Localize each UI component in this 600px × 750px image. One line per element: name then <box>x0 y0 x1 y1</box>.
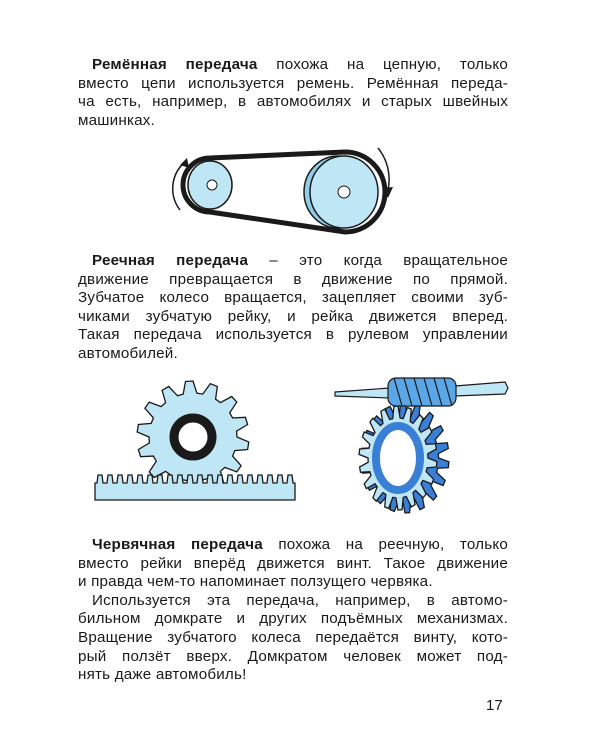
axle-hole <box>338 186 350 198</box>
axle-hole <box>207 180 217 190</box>
text-line: Зубчатое колесо вращается, зацепляет своими зуб- <box>78 289 508 307</box>
term-belt-drive: Ремённая передача <box>92 56 258 73</box>
text-line: автомобилей. <box>78 344 178 362</box>
text-line <box>78 252 508 271</box>
rack-and-pinion-illustration <box>90 375 305 505</box>
text-line: вместо рейки вперёд движется винт. Такое движение <box>78 554 508 572</box>
paragraph-worm-drive <box>78 536 508 685</box>
axle-hole <box>376 426 420 490</box>
text-span: похожа на реечную, только <box>262 536 509 553</box>
text-line: рый ползёт вверх. Домкратом человек может под- <box>78 647 508 665</box>
page-number: 17 <box>486 697 503 714</box>
text-line: Такая передача используется в рулевом управлении <box>78 326 508 344</box>
worm-screw <box>335 378 508 406</box>
text-line: ча есть, например, в автомобилях и старых швейных <box>78 93 508 111</box>
term-worm-drive: Червячная передача <box>92 536 263 553</box>
text-line <box>78 536 508 555</box>
paragraph-belt-drive <box>78 56 508 130</box>
text-line: и правда чем-то напоминает ползущего червяка. <box>78 573 433 591</box>
text-line: Используется эта передача, например, в автомо- <box>92 591 508 609</box>
paragraph-rack-and-pinion <box>78 252 508 364</box>
term-rack-and-pinion: Реечная передача <box>92 252 249 269</box>
worm-wheel <box>359 403 449 513</box>
text-line: Вращение зубчатого колеса передаётся винту, кото- <box>78 628 508 646</box>
text-span: похожа на цепную, только <box>257 56 508 73</box>
text-line: нять даже автомобиль! <box>78 666 247 684</box>
text-line: машинках. <box>78 111 155 129</box>
worm-gear-illustration <box>330 370 520 515</box>
text-line: чиками зубчатую рейку, и рейка движется вперед. <box>78 307 508 325</box>
text-line: вместо цепи используется ремень. Ремённая переда- <box>78 74 508 92</box>
text-line: движение превращается в движение по прямой. <box>78 270 508 288</box>
axle-hole <box>174 418 212 456</box>
text-span: – это когда вращательное <box>248 252 508 269</box>
belt-drive-illustration <box>160 140 400 240</box>
text-line: бильном домкрате и других подъёмных механизмах. <box>78 610 508 628</box>
text-line <box>78 56 508 75</box>
